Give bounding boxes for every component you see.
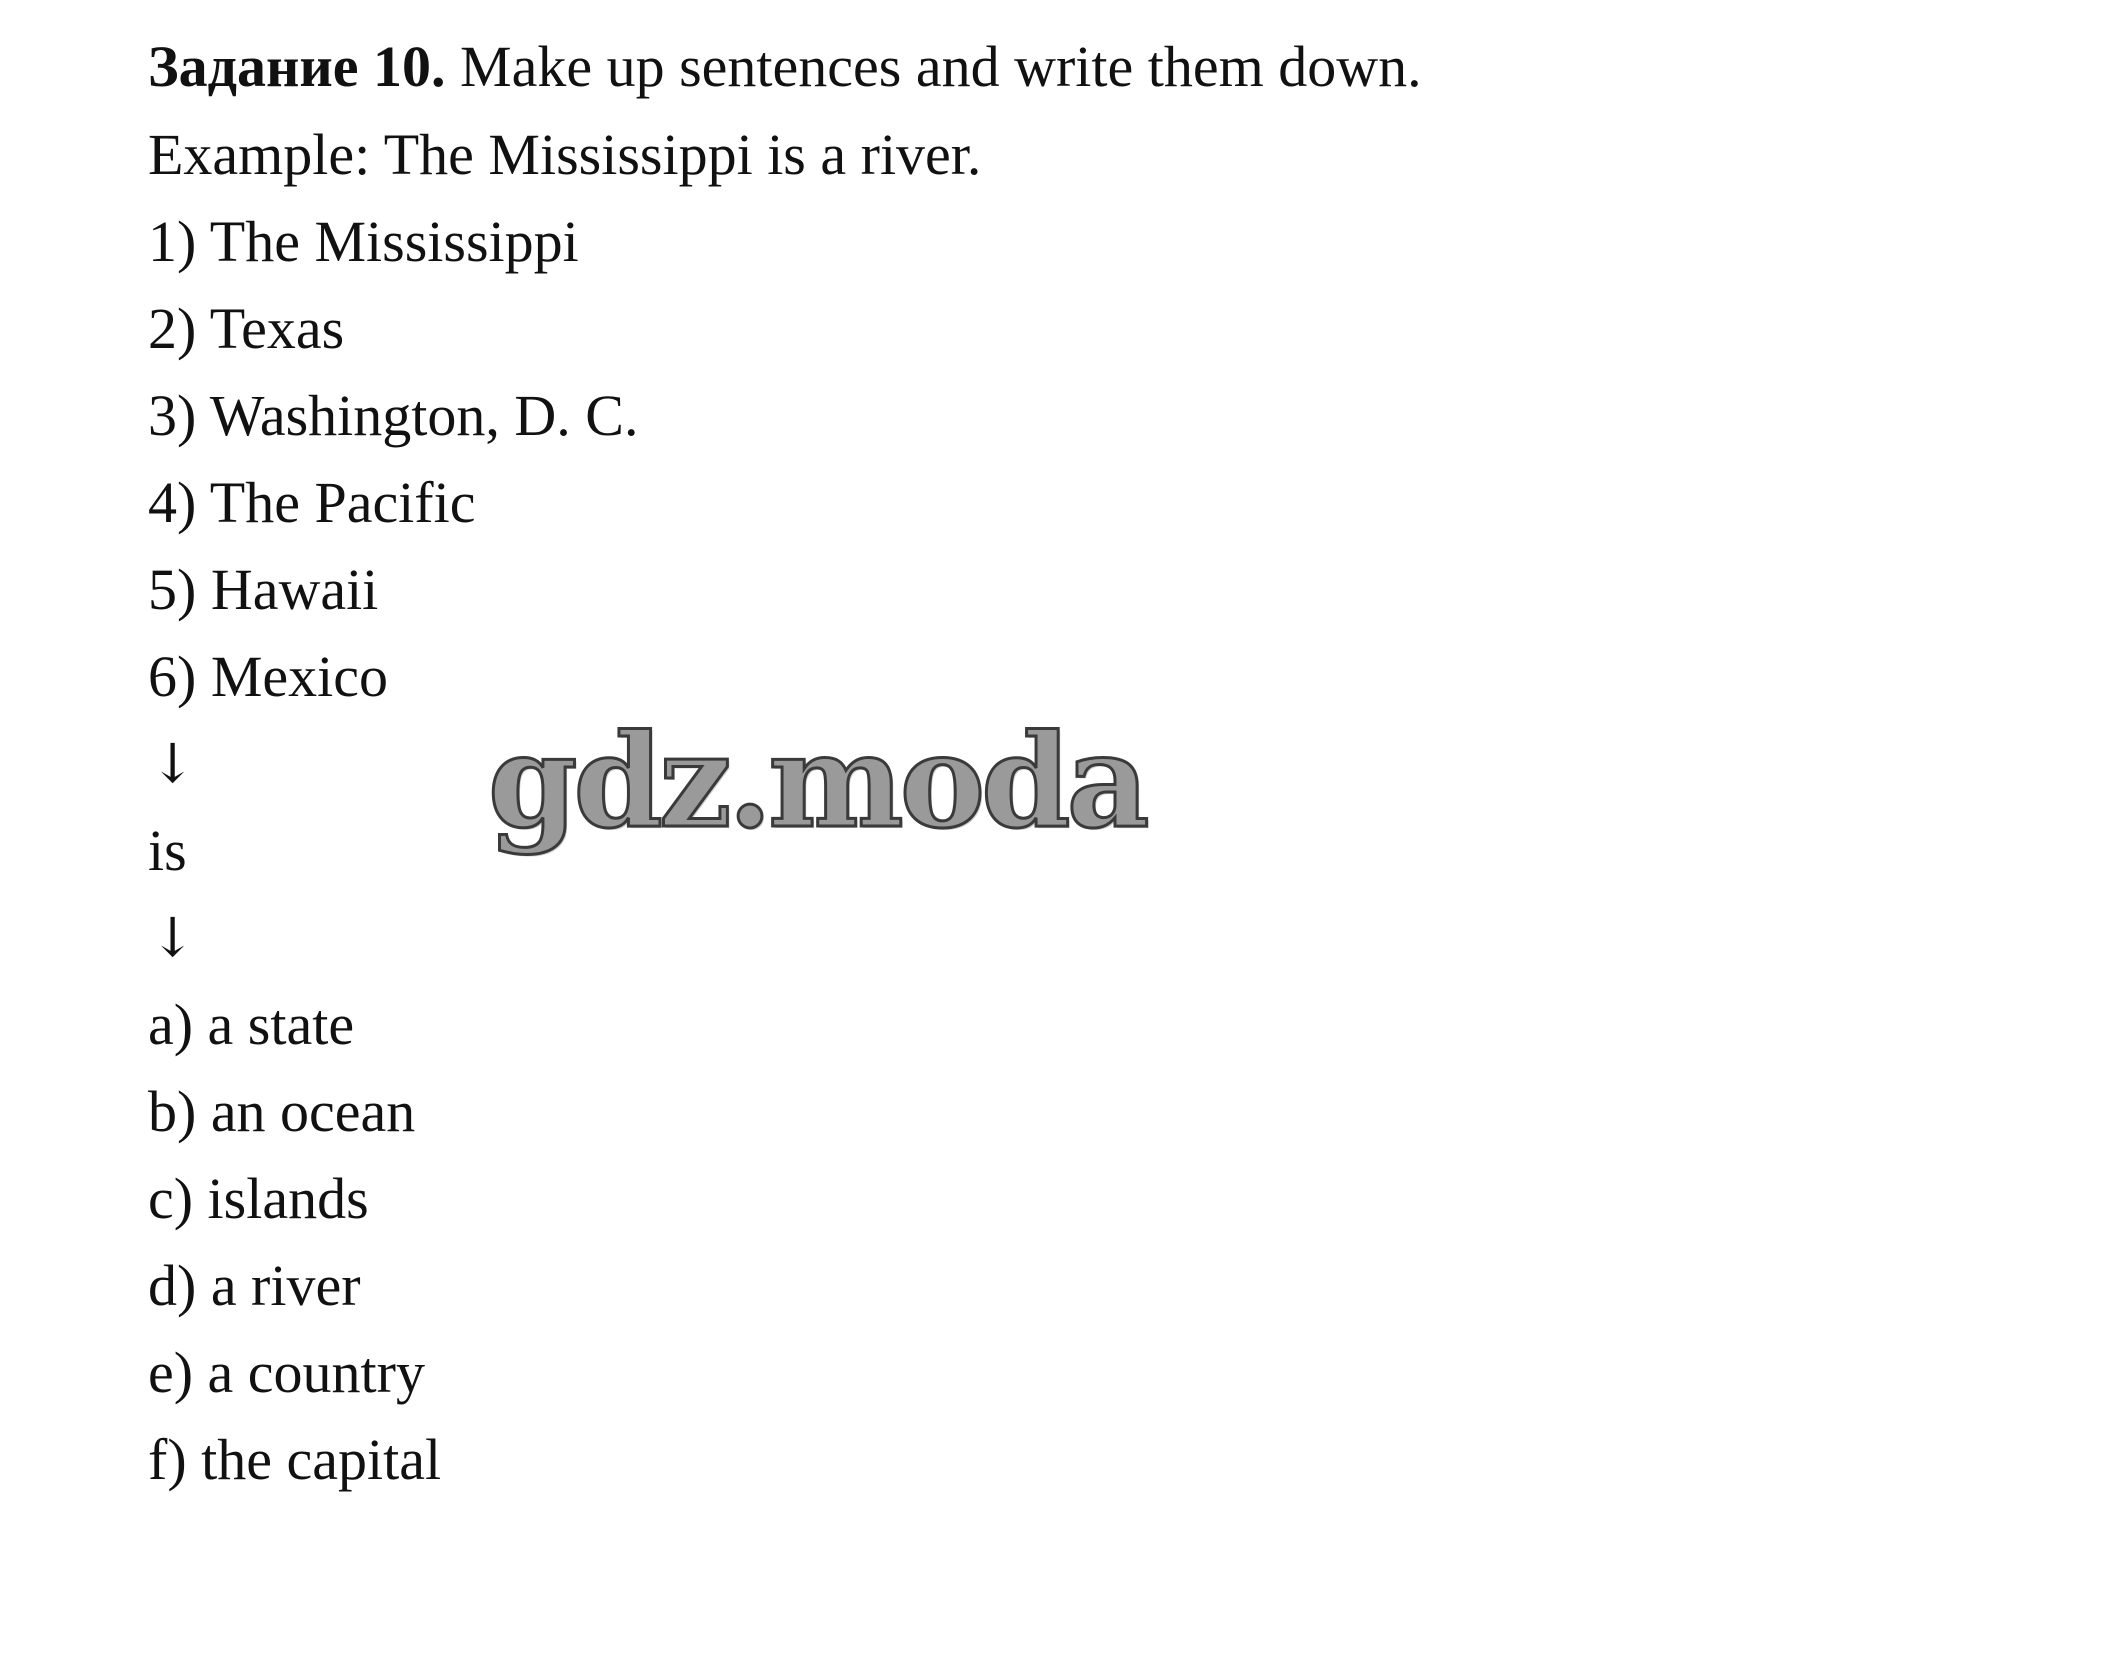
linking-verb: is	[148, 818, 187, 883]
predicate-item: d) a river	[148, 1253, 361, 1318]
predicate-item: c) islands	[148, 1166, 369, 1231]
predicate-item: a) a state	[148, 992, 355, 1057]
task-heading	[148, 32, 1422, 102]
predicate-item: f) the capital	[148, 1427, 442, 1492]
predicate-item: b) an ocean	[148, 1079, 416, 1144]
subject-item: 5) Hawaii	[148, 557, 379, 622]
subject-item: 1) The Mississippi	[148, 209, 579, 274]
task-instruction: Make up sentences and write them down.	[445, 34, 1422, 99]
subject-item: 4) The Pacific	[148, 470, 476, 535]
subject-item: 3) Washington, D. C.	[148, 383, 639, 448]
down-arrow-icon: ↓	[150, 732, 196, 795]
watermark-logo: gdz.moda	[488, 707, 1146, 857]
task-label: Задание 10.	[148, 34, 446, 99]
down-arrow-icon: ↓	[150, 906, 196, 969]
subject-item: 6) Mexico	[148, 644, 388, 709]
subject-item: 2) Texas	[148, 296, 345, 361]
predicate-item: e) a country	[148, 1340, 425, 1405]
example-sentence: Example: The Mississippi is a river.	[148, 122, 982, 187]
